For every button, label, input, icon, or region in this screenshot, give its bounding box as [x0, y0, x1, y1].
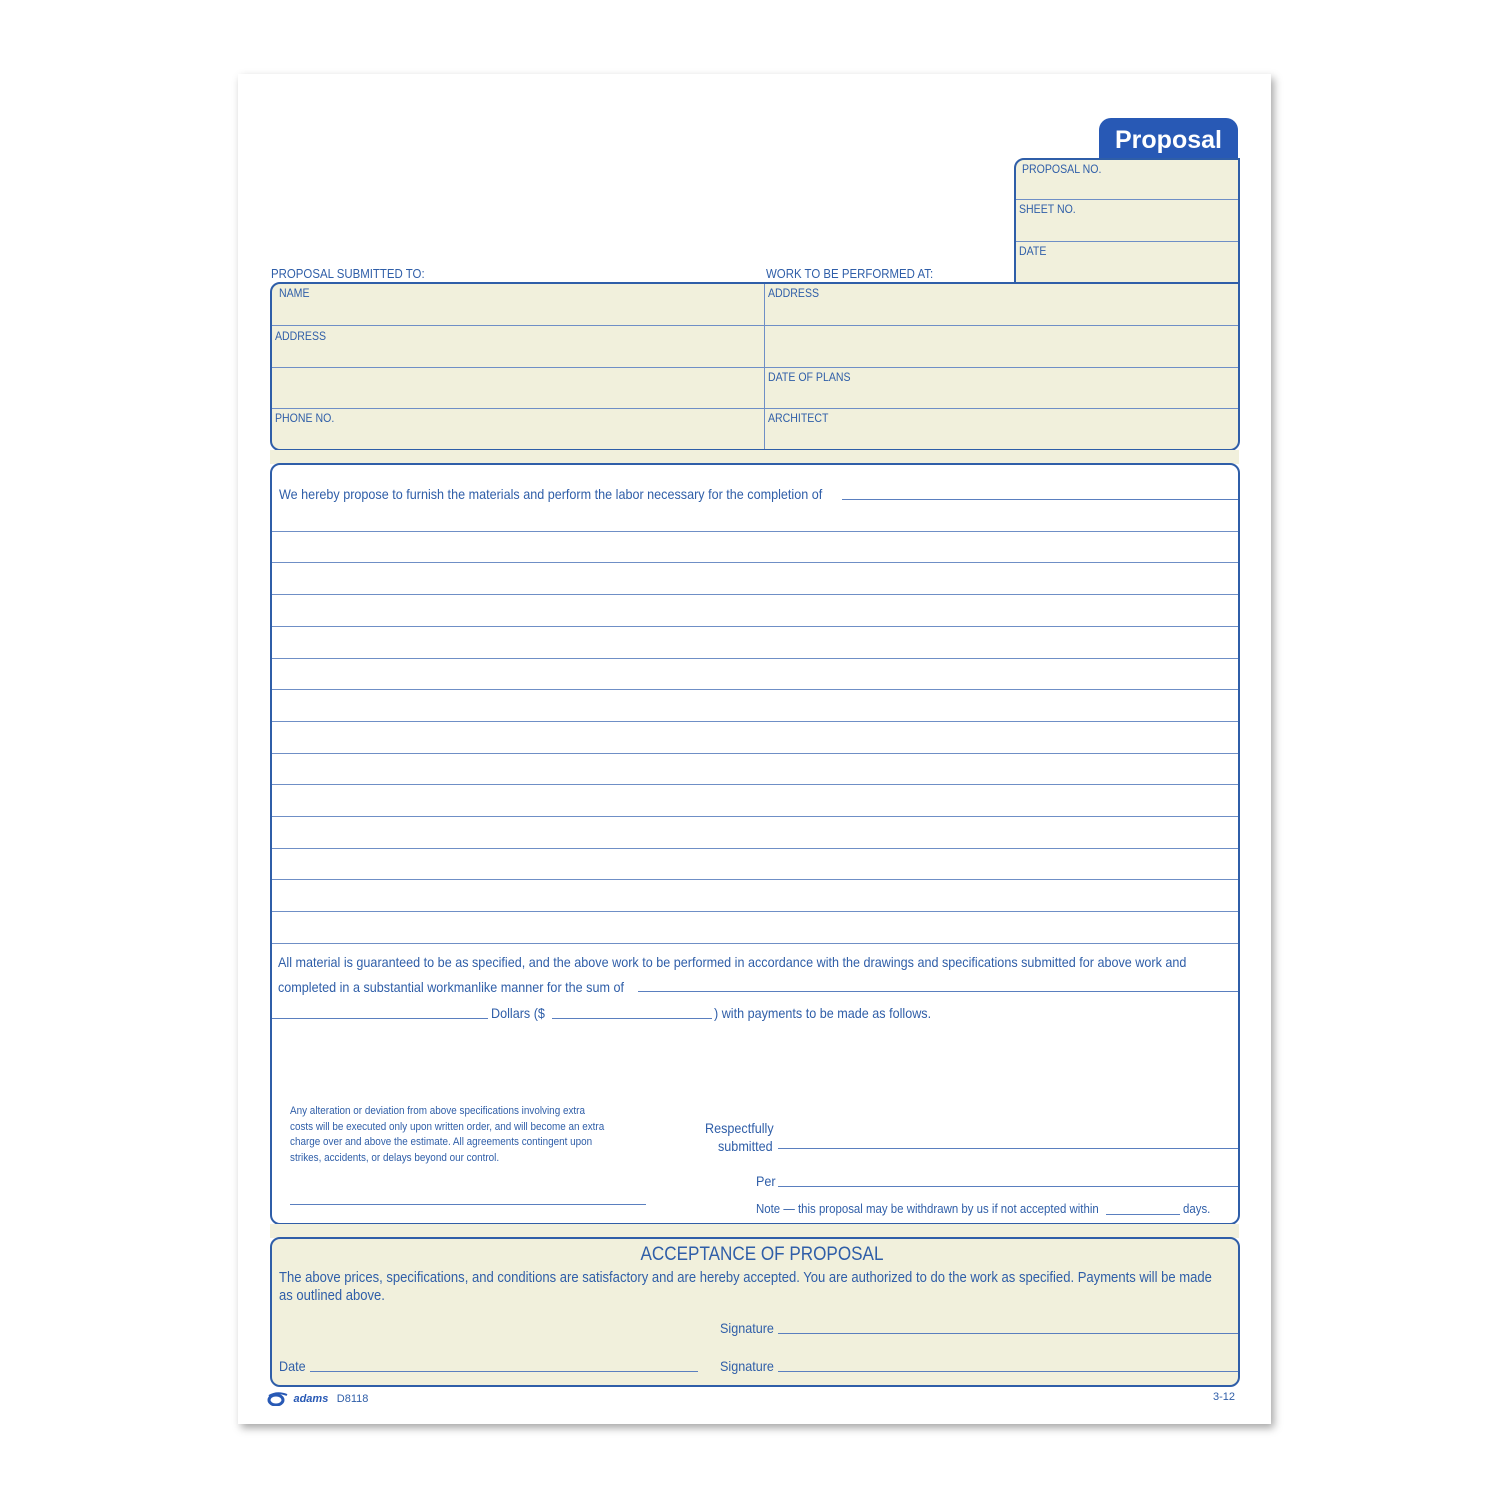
guarantee-line-1: All material is guaranteed to be as specified, and the above work to be performed in accordance with the drawings and specifications submitted for above work and [278, 954, 1187, 970]
description-rule-line[interactable] [272, 753, 1238, 754]
dollars-label: Dollars ($ [491, 1005, 545, 1021]
date-of-plans-label: DATE OF PLANS [768, 370, 851, 384]
proposal-form-sheet [238, 74, 1271, 1424]
description-rule-line[interactable] [272, 848, 1238, 849]
client-phone-label: PHONE NO. [275, 411, 335, 425]
note-text: Note — this proposal may be withdrawn by us if not accepted within [756, 1201, 1099, 1216]
alteration-signature-line[interactable] [290, 1204, 646, 1205]
signature-label-1: Signature [720, 1320, 774, 1336]
description-rule-line[interactable] [272, 531, 1238, 532]
proposal-no-label: PROPOSAL NO. [1022, 162, 1102, 176]
row-divider-1 [272, 325, 1238, 326]
submitted-to-label: PROPOSAL SUBMITTED TO: [271, 266, 425, 281]
adams-logo [267, 1390, 368, 1404]
acceptance-text: The above prices, specifications, and conditions are satisfactory and are hereby accepted. You are authorized to do the work as specified. Payments will be made as outlined above. [279, 1270, 1212, 1304]
payments-text: ) with payments to be made as follows. [714, 1005, 932, 1021]
description-rule-line[interactable] [272, 879, 1238, 880]
description-rule-line[interactable] [272, 562, 1238, 563]
description-rule-line[interactable] [272, 784, 1238, 785]
description-rule-line[interactable] [272, 594, 1238, 595]
form-code: D8118 [336, 1392, 369, 1405]
header-fields-box [1014, 158, 1240, 286]
description-rule-line[interactable] [272, 626, 1238, 627]
description-rule-line[interactable] [272, 816, 1238, 817]
row-divider-3 [272, 408, 1238, 409]
proposal-body-box [270, 463, 1240, 1225]
sum-of-line[interactable] [638, 991, 1238, 992]
description-rule-line[interactable] [272, 943, 1238, 944]
client-address-label: ADDRESS [275, 329, 327, 343]
row-divider-2 [272, 367, 1238, 368]
cream-band-2 [270, 1224, 1239, 1238]
brand-name: adams [293, 1392, 329, 1405]
adams-logo-mark-icon [267, 1392, 289, 1406]
work-at-label: WORK TO BE PERFORMED AT: [766, 266, 934, 281]
client-name-label: NAME [279, 286, 310, 300]
days-label: days. [1183, 1201, 1211, 1216]
dollars-amount-line[interactable] [552, 1018, 712, 1019]
alteration-text: Any alteration or deviation from above specifications involving extra costs will be executed only upon written order, and will become an extra charge over and above the estimate. All agreements contingent upon strikes, accidents, or delays beyond our control. [290, 1105, 605, 1164]
acceptance-title: ACCEPTANCE OF PROPOSAL [640, 1244, 884, 1265]
sheet-no-label: SHEET NO. [1019, 202, 1076, 216]
submitted-line[interactable] [778, 1148, 1238, 1149]
client-site-box [270, 282, 1240, 451]
description-rule-line[interactable] [272, 911, 1238, 912]
revision-code: 3-12 [1213, 1391, 1236, 1403]
proposal-no-field[interactable] [1016, 199, 1238, 200]
signature-line-2[interactable] [778, 1371, 1238, 1372]
date-label: Date [279, 1358, 306, 1374]
architect-label: ARCHITECT [768, 411, 829, 425]
sheet-no-field[interactable] [1016, 241, 1238, 242]
description-rule-line[interactable] [272, 658, 1238, 659]
propose-text: We hereby propose to furnish the materials and perform the labor necessary for the completion of [279, 486, 823, 502]
signature-label-2: Signature [720, 1358, 774, 1374]
description-rule-line[interactable] [272, 689, 1238, 690]
signature-line-1[interactable] [778, 1333, 1238, 1334]
guarantee-line-2: completed in a substantial workmanlike manner for the sum of [278, 979, 624, 995]
days-line[interactable] [1106, 1214, 1180, 1215]
site-address-label: ADDRESS [768, 286, 820, 300]
form-title-tab: Proposal [1099, 118, 1238, 164]
submitted-label: submitted [718, 1138, 773, 1154]
dollars-written-line[interactable] [272, 1018, 488, 1019]
cream-band-1 [270, 450, 1239, 464]
acceptance-box [270, 1237, 1240, 1387]
completion-of-line[interactable] [842, 499, 1238, 500]
header-date-label: DATE [1019, 244, 1047, 258]
respectfully-label: Respectfully [705, 1120, 774, 1136]
per-line[interactable] [778, 1186, 1238, 1187]
acceptance-date-line[interactable] [310, 1371, 698, 1372]
description-rule-line[interactable] [272, 721, 1238, 722]
per-label: Per [756, 1173, 776, 1189]
